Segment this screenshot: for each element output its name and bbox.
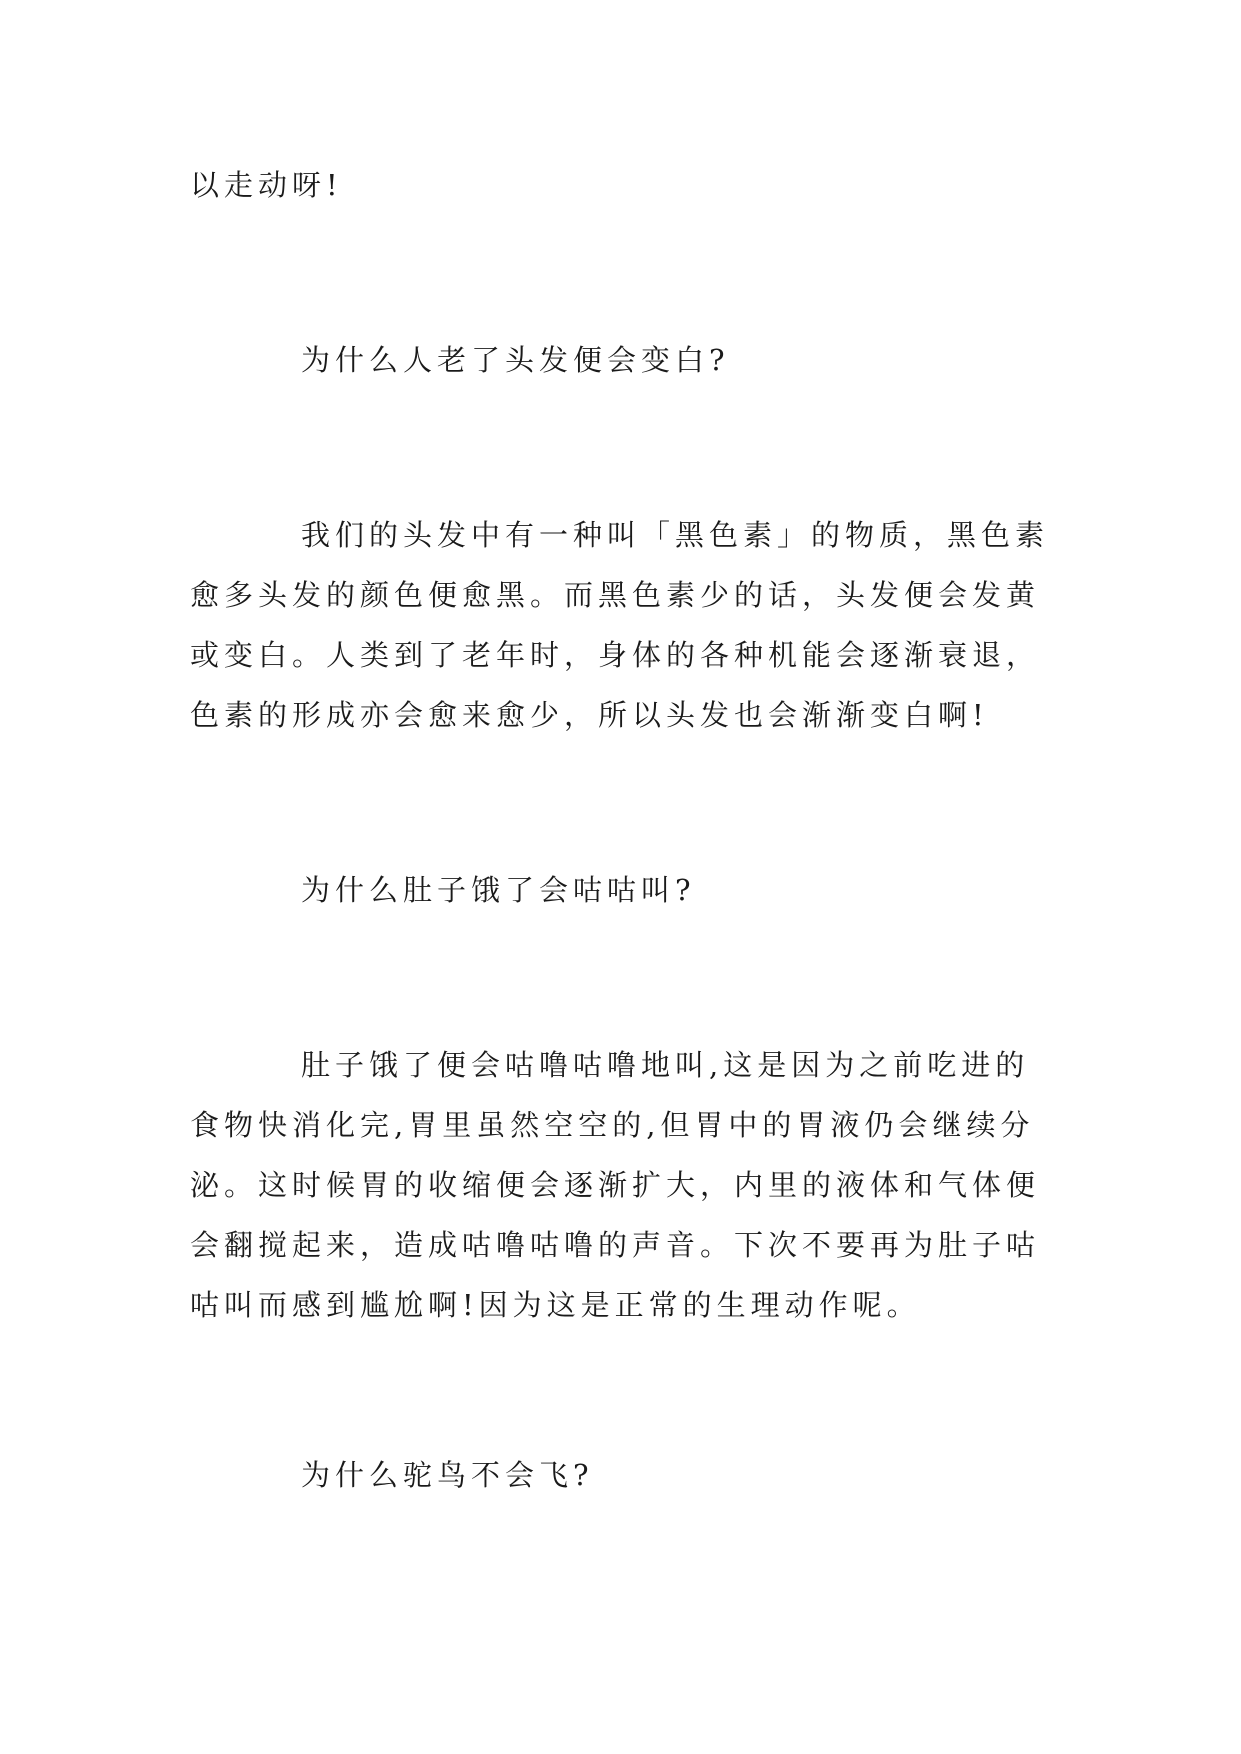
question-heading-hair: 为什么人老了头发便会变白? <box>301 343 730 377</box>
question-heading-ostrich: 为什么驼鸟不会飞? <box>301 1458 594 1492</box>
paragraph-stomach-answer: 肚子饿了便会咕噜咕噜地叫,这是因为之前吃进的食物快消化完,胃里虽然空空的,但胃中的胃液仍会继续分泌。这时候胃的收缩便会逐渐扩大，内里的液体和气体便会翻搅起来，造成咕噜咕噜的声音。下次不要再为肚子咕咕叫而感到尴尬啊!因为这是正常的生理动作呢。 <box>190 1048 1041 1322</box>
question-heading-stomach: 为什么肚子饿了会咕咕叫? <box>301 873 696 907</box>
paragraph-hair-answer: 我们的头发中有一种叫「黑色素」的物质，黑色素愈多头发的颜色便愈黑。而黑色素少的话，头发便会发黄或变白。人类到了老年时，身体的各种机能会逐渐衰退，色素的形成亦会愈来愈少，所以头发也会渐渐变白啊! <box>190 518 1050 732</box>
paragraph-continuation: 以走动呀! <box>190 168 343 202</box>
